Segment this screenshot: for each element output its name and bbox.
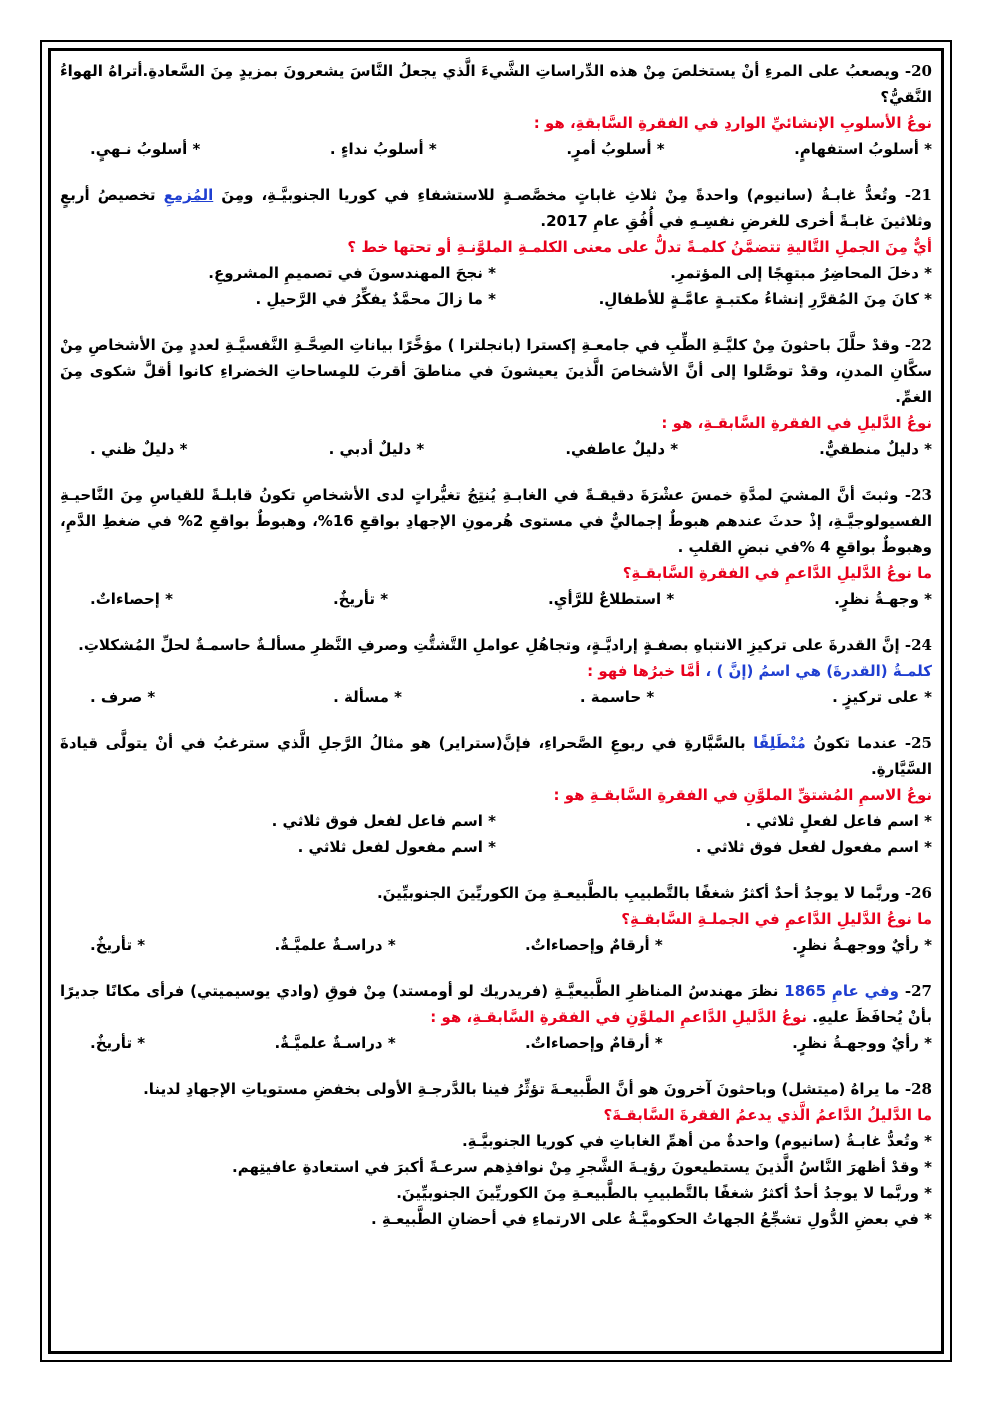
question-prompt: ما الدَّليلُ الدَّاعمُ الَّذي يدعمُ الفقرةَ السَّابقـةَ؟ [603,1106,932,1124]
question-text-cont: بالسَّيَّارةِ في ربوعِ الصَّحراءِ، فإنَّ(ستراير) هو مثالُ الرَّجلِ الَّذي سترغبُ في أنْ يتولَّى قيادةَ السَّيَّارةِ. [60,734,932,778]
question-stem [60,182,932,234]
option-2[interactable]: * اسم فاعل لفعل فوق ثلاثي . [271,812,496,830]
option-3[interactable]: * دراسـةٌ علميَّـةٌ. [274,1034,396,1052]
question-stem [60,332,932,410]
question-21 [60,182,932,312]
question-22 [60,332,932,462]
option-2[interactable]: * أرقامٌ وإحصاءاتٌ. [524,936,663,954]
question-text: ما يراهُ (ميتشل) وباحثونَ آخرونَ هو أنَّ الطَّبيعـةَ تؤثِّرُ فينا بالدَّرجـةِ الأولى بخفضِ مستوياتِ الإجهادِ لدينا. [143,1080,905,1098]
option-1[interactable]: * اسم فاعل لفعلٍ ثلاثي . [745,812,932,830]
option-4[interactable]: * اسم مفعول لفعل ثلاثي . [297,838,496,856]
option-1[interactable]: * أسلوبُ استفهامٍ. [794,140,932,158]
question-text: وثبتَ أنَّ المشيَ لمدَّةِ خمسَ عشْرَةَ دقيقـةً في الغابـةِ يُنتِجُ تغيُّراتٍ لدى الأشخاصِ تكونُ قابلـةً للقياسِ مِنَ النَّاحيـةِ الفسيولوجيَّـةِ، إذْ حدثَ عندهم هبوطٌ إجماليٌّ في مستوى هُرمونِ الإجهادِ بواقعِ 16%، وهبوطٌ بواقعِ 2% في ضغطِ الدَّمِ، وهبوطٌ بواقعِ 4 %في نبضِ القلبِ . [60,486,932,556]
question-text: ويصعبُ على المرءِ أنْ يستخلصَ مِنْ هذه الدِّراساتِ الشَّيءَ الَّذي يجعلُ النَّاسَ يشعرونَ بمزيدٍ مِنَ السَّعادةِ.أتراهُ الهواءُ النَّقيُّ؟ [60,62,932,106]
option-2[interactable]: * أسلوبُ أمرٍ. [566,140,665,158]
options-row [60,932,932,958]
options-list [60,1128,932,1232]
question-stem [60,632,932,658]
question-26 [60,880,932,958]
question-prompt: نوعُ الدَّليلِ في الفقرةِ السَّابقـةِ، هو : [661,414,932,432]
question-text-cont: تخصيصُ أربعٍ وثلاثينَ غابـةً أخرى للغرضِ نفسِـهِ في أُفُقِ عامِ 2017. [60,186,932,230]
underlined-word: المُزمعِ [163,186,214,204]
question-text: وتُعدُّ غابـةُ (سانيوم) واحدةً مِنْ ثلاثِ غاباتٍ مخصَّصـةٍ للاستشفاءِ في كوريا الجنوبيَّـةِ، ومِنَ [213,186,905,204]
question-number: 26- [904,884,932,902]
colored-date: وفي عامِ 1865 [784,982,905,1000]
option-3[interactable]: * تأريخٌ. [332,590,389,608]
options-row [60,586,932,612]
option-2[interactable]: * حاسمة . [579,688,655,706]
option-2[interactable]: * وقدْ أظهرَ النَّاسُ الَّذينَ يستطيعونَ رؤيـةَ الشَّجرِ مِنْ نوافذِهم سرعـةً أكبرَ في استعادةِ عافيتِهم. [232,1158,932,1176]
option-1[interactable]: * رأيٌ ووجهـةُ نظرٍ. [792,1034,932,1052]
options-row [60,808,932,834]
question-text: عندما تكونُ [805,734,905,752]
question-24 [60,632,932,710]
colored-word: مُنْطَلِقًا [753,734,806,752]
question-stem [60,880,932,906]
question-23 [60,482,932,612]
options-row [60,136,932,162]
option-1[interactable]: * رأيٌ ووجهـةُ نظرٍ. [792,936,932,954]
option-4[interactable]: * تأريخٌ. [90,1034,146,1052]
question-number: 22- [904,336,932,354]
option-4[interactable]: * إحصاءاتٌ. [90,590,174,608]
question-27 [60,978,932,1056]
option-2[interactable]: * أرقامٌ وإحصاءاتٌ. [524,1034,663,1052]
options-row [60,684,932,710]
options-row [60,834,932,860]
option-4[interactable]: * صرف . [90,688,156,706]
options-row [60,260,932,286]
question-prompt: أيٌّ مِنَ الجملِ التَّاليةِ تتضمَّنُ كلمـةً تدلُّ على معنى الكلمـةِ الملوَّنـةِ أو تحتها خط ؟ [347,238,932,256]
option-4[interactable]: * أسلوبُ نـهيٍ. [90,140,201,158]
option-3[interactable]: * وربَّما لا يوجدُ أحدٌ أكثرُ شغفًا بالتَّطبيبِ بالطَّبيعـةِ مِنَ الكوريِّينَ الجنوبيِّينَ. [396,1184,932,1202]
question-28 [60,1076,932,1232]
prompt-red-part: أمَّا خبرُها فهو : [587,662,701,680]
question-number: 20- [904,62,932,80]
option-1[interactable]: * على تركيزٍ . [832,688,932,706]
question-stem [60,482,932,560]
question-prompt: ما نوعُ الدَّليلِ الدَّاعمِ في الفقرةِ السَّابقـةِ؟ [622,564,932,582]
question-number: 23- [904,486,932,504]
question-stem [60,1076,932,1102]
question-number: 25- [904,734,932,752]
option-3[interactable]: * دراسـةٌ علميَّـةٌ. [274,936,396,954]
question-prompt [60,658,932,684]
option-3[interactable]: * أسلوبُ نداءٍ . [329,140,437,158]
options-row [60,1030,932,1056]
option-4[interactable]: * تأريخٌ. [90,936,146,954]
option-3[interactable]: * اسم مفعول لفعل فوق ثلاثي . [695,838,932,856]
option-3[interactable]: * مسألة . [333,688,403,706]
option-3[interactable]: * دليلٌ أدبي . [328,440,425,458]
question-prompt: نوعُ الأسلوبِ الإنشائيِّ الواردِ في الفقرةِ السَّابقةِ، هو : [533,114,932,132]
option-1[interactable]: * وجهـةُ نظرٍ. [834,590,932,608]
option-1[interactable]: * وتُعدُّ غابـةُ (سانيوم) واحدةٌ من أهمِّ الغاباتِ في كوريا الجنوبيَّـةِ. [461,1132,932,1150]
options-row [60,286,932,312]
option-2[interactable]: * استطلاعٌ للرَّأيِ. [548,590,675,608]
prompt-blue-part: كلمـةُ (القدرةَ) هي اسمُ (إنَّ ) ، [700,662,932,680]
question-prompt: ما نوعُ الدَّليلِ الدَّاعمِ في الجملـةِ السَّابقـةِ؟ [621,910,932,928]
worksheet-content [60,58,932,1348]
option-4[interactable]: * دليلٌ ظني . [90,440,188,458]
question-prompt: نوعُ الاسمِ المُشتقِّ الملوَّنِ في الفقرةِ السَّابقـةِ هو : [553,786,932,804]
question-stem [60,730,932,782]
question-25 [60,730,932,860]
question-text: نظرَ مهندسُ المناظرِ الطَّبيعيَّـةِ (فريدريك لو أومستد) مِنْ فوقِ (وادي يوسيميتي) فرأى مكانًا جديرًا بأنْ يُحافَظَ عليهِ. [60,982,932,1026]
question-text: وقدْ حلَّلَ باحثونَ مِنْ كليَّـةِ الطِّبِ في جامعـةِ إكسترا (بانجلترا ) مؤخَّرًا بياناتِ الصِحَّـةِ النَّفسيَّـةِ لعددٍ مِنَ الأشخاصِ مِنْ سكَّانِ المدنِ، وقدْ توصَّلوا إلى أنَّ الأشخاصَ الَّذينَ يعيشونَ في مناطقَ أقربَ للمِساحاتِ الخضراءِ كانوا أقلَّ شكوى مِنَ الغمِّ. [60,336,932,406]
option-1[interactable]: * دخلَ المحاضِرُ مبتهِجًا إلى المؤتمرِ. [670,264,932,282]
question-number: 28- [904,1080,932,1098]
option-4[interactable]: * في بعضِ الدُّولِ تشجِّعُ الجهاتُ الحكوميَّـةُ على الارتماءِ في أحضانِ الطَّبيعـةِ . [370,1210,932,1228]
question-text: وربَّما لا يوجدُ أحدٌ أكثرُ شغفًا بالتَّطبيبِ بالطَّبيعـةِ مِنَ الكوريِّينَ الجنوبيِّينَ. [376,884,905,902]
question-stem [60,978,932,1030]
option-1[interactable]: * دليلٌ منطقيٌّ. [819,440,932,458]
option-4[interactable]: * ما زالَ محمَّدٌ يفكِّرُ في الرَّحيلِ . [255,290,496,308]
option-2[interactable]: * دليلٌ عاطفي. [565,440,679,458]
options-row [60,436,932,462]
question-20 [60,58,932,162]
option-2[interactable]: * نجحَ المهندسونَ في تصميمِ المشروعِ. [208,264,496,282]
question-prompt: نوعُ الدَّليلِ الدَّاعمِ الملوَّنِ في الفقرةِ السَّابقـةِ، هو : [430,1008,808,1026]
question-number: 21- [904,186,932,204]
question-text: إنَّ القدرةَ على تركيزِ الانتباهِ بصفـةٍ إراديَّـةٍ، وتجاهُلِ عواملِ التَّشتُّتِ وصرفِ النَّظرِ مسألـةٌ حاسمـةٌ لحلِّ المُشكلاتِ. [78,636,905,654]
question-stem [60,58,932,110]
question-number: 27- [904,982,932,1000]
option-3[interactable]: * كانَ مِنَ المُقرَّرِ إنشاءُ مكتبـةٍ عامَّـةٍ للأطفالِ. [598,290,932,308]
question-number: 24- [904,636,932,654]
